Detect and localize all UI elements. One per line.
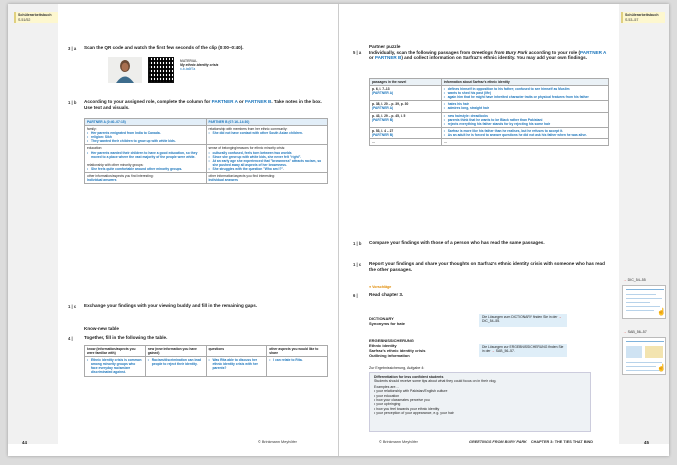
table-cell: p. 43, l. 29 – p. 45, l. 5 (PARTNER B) [370, 112, 442, 127]
table-cell: • Was Rita able to discuss her ethnic identity crisis with her parents? [206, 357, 267, 376]
table-row [370, 112, 609, 127]
publisher-footer: © Brinkmann Meyhöfer [379, 440, 418, 444]
table-cell: • hates his hair • admires long, straight hair [441, 101, 608, 112]
table-cell: sense of belonging/reasons for ethnic minority crisis: • culturally confused, feels torn between two worlds • Since she grew up with white kids, she never felt "right". • At an early age she experienced that "brownness" attracts racism, so she pushed away all aspects of her brownness. • She struggles with the question "Who am I?". [206, 145, 328, 173]
task-heading: Partner puzzle [369, 44, 401, 49]
dictionary-sub: Synonyms for hate [369, 321, 406, 326]
list-item: • She struggles with the question "Who am I?". [209, 167, 326, 171]
tag-title: Schülerarbeitsbuch [625, 13, 659, 17]
right-page [339, 4, 669, 456]
table-row [370, 101, 609, 112]
passages-table [369, 78, 609, 146]
arrow-icon: → [623, 330, 627, 334]
table-cell: … [370, 139, 442, 146]
suggestions-label: ● Vorschläge [369, 285, 392, 289]
book-spread [8, 4, 669, 456]
column-header: information about Sarfraz's ethnic identity [441, 79, 608, 86]
right-margin [619, 4, 669, 444]
ergebnis-block: ERGEBNISSICHERUNG Ethnic identity Sarfraz's ethnic identity crisis Outlining information [369, 338, 426, 358]
list-item: • At an early age she experienced that "brownness" attracts racism, so she pushed away all aspects of her brownness. [209, 159, 326, 167]
video-still-image[interactable] [108, 57, 142, 83]
left-margin [8, 4, 58, 444]
task-text: Exchange your findings with your viewing buddy and fill in the remaining gaps. [84, 303, 258, 308]
task-text: Read chapter 3. [369, 292, 404, 297]
table-row [85, 145, 328, 173]
material-code[interactable]: x-b-ta6f7a [180, 67, 196, 72]
table-cell: family: • Her parents emigrated from India to Canada. • religion: Sikh • They wanted their children to grow up with white kids. [85, 126, 207, 145]
task-text: Compare your findings with those of a person who has read the same passages. [369, 240, 545, 245]
task-text: According to your assigned role, complete the column for PARTNER A or PARTNER B. Take notes in the box. Use text and visuals. [84, 99, 322, 110]
list-item: • culturally confused, feels torn between two worlds [209, 151, 326, 155]
task-text: Partner puzzle Individually, scan the following passages from Greetings from Bury Park according to your role (PARTNER A or PARTNER B) and collect information on Sarfraz's ethnic identity. You may add your own findings. [369, 44, 609, 61]
task-number: 1 | c [353, 262, 362, 267]
ergebnis-note: Die Lösungen zur ERGEBNISSICHERUNG finden Sie in der → SAB_56–57. [479, 344, 567, 357]
task-text: Together, fill in the following the table. [84, 335, 168, 340]
thumb-label: → DIC_54–55 [623, 278, 646, 282]
task-number: 1 | b [68, 100, 77, 105]
workbook-tag-left[interactable] [14, 12, 58, 23]
table-cell: • Ethnic identity crisis is common among minority groups who face everyday racism/are discriminated against. [85, 357, 146, 376]
task-number: 4 | [68, 336, 73, 341]
dictionary-block [369, 316, 405, 326]
column-header: new (new information you have gained) [145, 346, 206, 357]
table-cell: • Sarfraz is more like his father than he realises, but he refuses to accept it. • As an adult he is forced to answer questions he did not ask his father when he was alive. [441, 127, 608, 138]
pointer-cursor-icon: ☝ [657, 309, 666, 316]
thumb-label: → SAB_56–57 [623, 330, 647, 334]
list-item: • Her parents wanted their children to have a good education, so they moved to a place where the vast majority of the people were white. [87, 151, 204, 159]
task-text: Scan the QR code and watch the first few seconds of the clip (0:00–0:40). [84, 45, 244, 50]
left-page [8, 4, 338, 456]
zur-ergebnissicherung: Zur Ergebnissicherung, Aufgabe 4: [369, 366, 425, 370]
differentiation-title: Differentiation for less confident students [374, 375, 444, 379]
tag-title: Schülerarbeitsbuch [18, 13, 52, 17]
list-item: • religion: Sikh [87, 135, 204, 139]
table-cell: other information/aspects you find interesting: Individual answers [206, 173, 328, 184]
partner-notes-table [84, 118, 328, 184]
dictionary-title: DICTIONARY [369, 316, 394, 321]
task-number: 6 | [353, 293, 358, 298]
abi-link-icon: → [558, 315, 562, 319]
ergebnis-title: ERGEBNISSICHERUNG [369, 338, 414, 343]
table-cell: • defines himself in opposition to his father; confused to see himself as Muslim • wants to shed his past (life) • again him that he might have inherited character traits or physical features from his father [441, 86, 608, 101]
qr-code[interactable] [148, 57, 174, 83]
table-cell: relationship with members from her ethnic community: • She did not have contact with other South Asian children. [206, 126, 328, 145]
column-header: passages in the novel [370, 79, 442, 86]
table-cell: … [441, 139, 608, 146]
differentiation-box: Differentiation for less confident students Students should receive some tips about what they could focus on in their vlog. Examples are… • your relationship with Pakistan/English culture • your education • how your classmates perceive you • your upbringing • how you feel towards your ethnic identity • your perception of your appearance, e.g. your hair [369, 372, 591, 432]
partner-a-label: PARTNER A [580, 49, 607, 55]
column-header: know (information/aspects you were familiar with) [85, 346, 146, 357]
column-header: other aspects you would like to share [267, 346, 328, 357]
table-cell: • I can relate to Rita. [267, 357, 328, 376]
material-title: My ethnic identity crisis [180, 63, 219, 68]
ergebnis-ref[interactable]: SAB_56–57. [495, 349, 515, 354]
section-heading: Know-new table [84, 326, 119, 331]
partner-a-label: PARTNER A [211, 99, 238, 104]
know-new-table [84, 345, 328, 377]
running-footer: GREETINGS FROM BURY PARK CHAPTER 3: THE TIES THAT BIND [469, 440, 594, 444]
material-block [180, 59, 218, 72]
list-item: • She feels quite comfortable around other minority groups. [87, 167, 204, 171]
table-cell: p. 6, l. 7–13 (PARTNER A) [370, 86, 442, 101]
lightbulb-icon: ● [369, 285, 372, 289]
arrow-icon: → [623, 278, 627, 282]
task-number: 5 | a [353, 50, 362, 55]
partner-b-label: PARTNER B [244, 99, 272, 104]
table-row [370, 86, 609, 101]
task-number: 1 | b [353, 241, 362, 246]
table-row [85, 173, 328, 184]
pointer-cursor-icon: ☝ [657, 365, 666, 372]
table-cell: • new hairstyle: dreadlocks • parents think that he wants to be Black rather than Pakistani • rejects everything his father stands for by rejecting his some hair [441, 112, 608, 127]
table-cell: p. 38, l. 20 – p. 39, p. 30 (PARTNER A) [370, 101, 442, 112]
abi-link-icon: → [491, 349, 495, 354]
page-number: 45 [644, 440, 649, 445]
task-number: 1 | c [68, 304, 77, 309]
table-cell: other information/aspects you find interesting: Individual answers [85, 173, 207, 184]
column-header: questions [206, 346, 267, 357]
tag-pages: S.53–57 [625, 17, 639, 22]
task-number: 3 | a [68, 46, 77, 51]
table-row [370, 139, 609, 146]
publisher-footer: © Brinkmann Meyhöfer [258, 440, 297, 444]
table-row [85, 357, 328, 376]
list-item: • Since she grew up with white kids, she never felt "right". [209, 155, 326, 159]
dictionary-note: Die Lösungen zum DICTIONARY finden Sie in der → DIC_54–55. [479, 314, 567, 327]
book-title: Greetings from Bury Park [471, 49, 528, 55]
task-text: Report your findings and share your thoughts on Sarfraz's ethnic identity crisis with someone who has read the other passages. [369, 261, 605, 272]
tag-pages: S.51/52 [18, 17, 31, 22]
column-header: PARTNER B (07:16–14:30) [206, 119, 328, 126]
workbook-tag-right[interactable] [621, 12, 665, 23]
list-item: • They wanted their children to grow up with white kids. [87, 139, 204, 143]
dictionary-ref[interactable]: DIC_54–55. [482, 319, 501, 324]
table-cell: • Racism/discrimination can lead people to reject their identity. [145, 357, 206, 376]
table-cell: p. 53, l. 4 – 27 (PARTNER B) [370, 127, 442, 138]
table-row [370, 127, 609, 138]
list-item: • She did not have contact with other South Asian children. [209, 131, 326, 135]
table-cell: education: • Her parents wanted their children to have a good education, so they moved to a place where the vast majority of the people were white. relationship with other minority groups: • She feels quite comfortable around other minority groups. [85, 145, 207, 173]
table-row [85, 126, 328, 145]
page-number: 44 [22, 440, 27, 445]
partner-b-label: PARTNER B [374, 55, 402, 61]
material-label: MATERIAL [180, 59, 198, 63]
column-header: PARTNER A (0:40–07:15) [85, 119, 207, 126]
list-item: • Her parents emigrated from India to Canada. [87, 131, 204, 135]
